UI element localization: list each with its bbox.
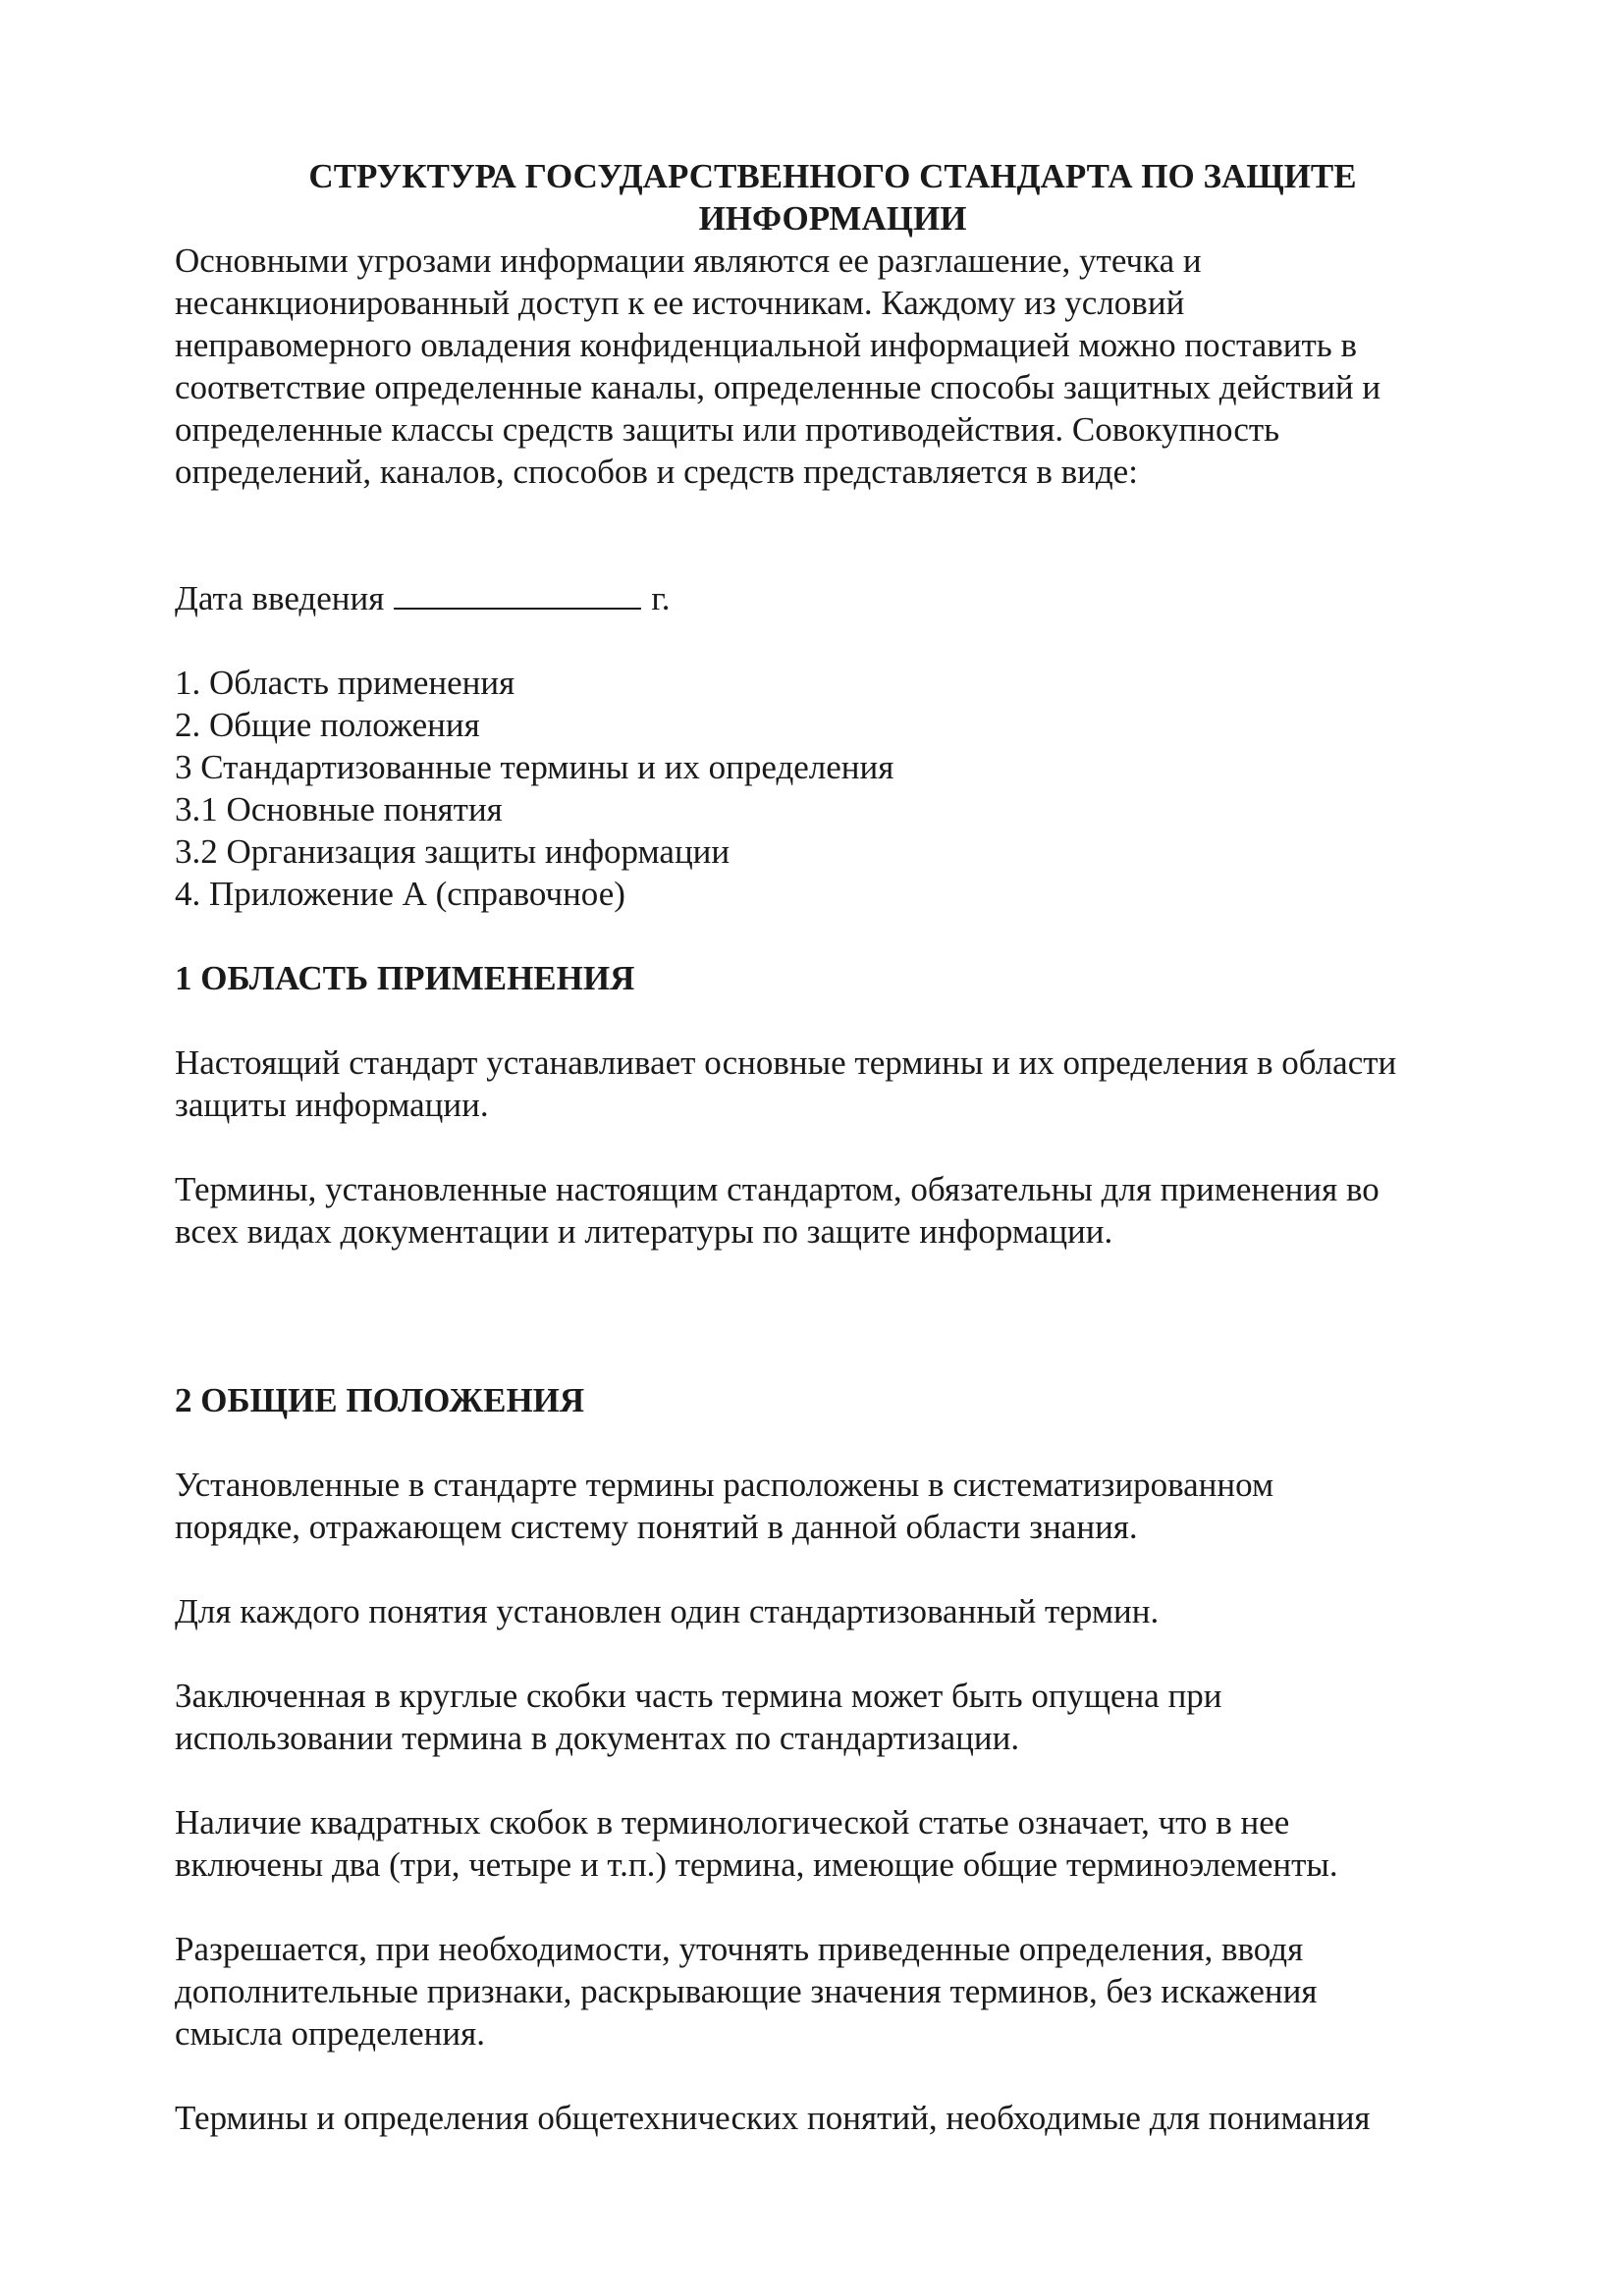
paragraph-line: Термины, установленные настоящим стандартом, обязательны для применения во: [175, 1170, 1380, 1208]
intro-line: соответствие определенные каналы, определенные способы защитных действий и: [175, 368, 1381, 406]
paragraph-line: защиты информации.: [175, 1086, 489, 1124]
paragraph-line: Разрешается, при необходимости, уточнять приведенные определения, вводя: [175, 1930, 1304, 1968]
toc-item: 2. Общие положения: [175, 706, 480, 744]
paragraph-line: включены два (три, четыре и т.п.) термина, имеющие общие терминоэлементы.: [175, 1845, 1338, 1884]
intro-paragraph: [175, 240, 1490, 493]
paragraph-line: Термины и определения общетехнических понятий, необходимые для понимания: [175, 2099, 1371, 2137]
paragraph-line: всех видах документации и литературы по защите информации.: [175, 1212, 1113, 1251]
toc-item: 1. Область применения: [175, 664, 515, 702]
section-2-paragraph: [175, 1590, 1490, 1632]
paragraph-line: Заключенная в круглые скобки часть термина может быть опущена при: [175, 1677, 1222, 1715]
toc-item: 3 Стандартизованные термины и их определения: [175, 748, 894, 786]
introduction-date-label: Дата введения: [175, 579, 385, 617]
introduction-date-suffix: г.: [651, 579, 671, 617]
intro-line: определенные классы средств защиты или противодействия. Совокупность: [175, 410, 1280, 449]
paragraph-line: Настоящий стандарт устанавливает основные термины и их определения в области: [175, 1043, 1397, 1082]
paragraph-line: дополнительные признаки, раскрывающие значения терминов, без искажения: [175, 1972, 1318, 2010]
section-2-heading: 2 ОБЩИЕ ПОЛОЖЕНИЯ: [175, 1381, 585, 1419]
document-body: [175, 155, 1490, 2139]
intro-line: неправомерного овладения конфиденциальной информацией можно поставить в: [175, 326, 1358, 364]
introduction-date-blank: [394, 578, 641, 610]
section-1-paragraph: [175, 1168, 1490, 1253]
section-2-paragraph: [175, 1801, 1490, 1886]
section-2-paragraph: [175, 1675, 1490, 1759]
paragraph-line: смысла определения.: [175, 2014, 485, 2053]
intro-line: Основными угрозами информации являются ее разглашение, утечка и: [175, 241, 1202, 280]
toc-item: 3.1 Основные понятия: [175, 790, 503, 828]
paragraph-line: Наличие квадратных скобок в терминологической статье означает, что в нее: [175, 1803, 1290, 1842]
document-title-line: СТРУКТУРА ГОСУДАРСТВЕННОГО СТАНДАРТА ПО ЗАЩИТЕ: [308, 157, 1357, 195]
toc-item: 4. Приложение А (справочное): [175, 875, 625, 913]
intro-line: определений, каналов, способов и средств представляется в виде:: [175, 453, 1138, 491]
section-2-paragraph: [175, 2097, 1490, 2139]
section-1-heading: 1 ОБЛАСТЬ ПРИМЕНЕНИЯ: [175, 959, 635, 997]
paragraph-line: Для каждого понятия установлен один стандартизованный термин.: [175, 1592, 1160, 1630]
section-2-paragraph: [175, 1464, 1490, 1548]
table-of-contents: [175, 662, 1490, 915]
paragraph-line: порядке, отражающем систему понятий в данной области знания.: [175, 1508, 1138, 1546]
intro-line: несанкционированный доступ к ее источникам. Каждому из условий: [175, 284, 1185, 322]
paragraph-line: Установленные в стандарте термины расположены в систематизированном: [175, 1466, 1274, 1504]
introduction-date-line: [175, 577, 1490, 619]
paragraph-line: использовании термина в документах по стандартизации.: [175, 1719, 1020, 1757]
document-title-line: ИНФОРМАЦИИ: [698, 199, 967, 238]
section-1-paragraph: [175, 1041, 1490, 1126]
document-title: [175, 155, 1490, 240]
section-2-paragraph: [175, 1928, 1490, 2055]
toc-item: 3.2 Организация защиты информации: [175, 832, 730, 871]
